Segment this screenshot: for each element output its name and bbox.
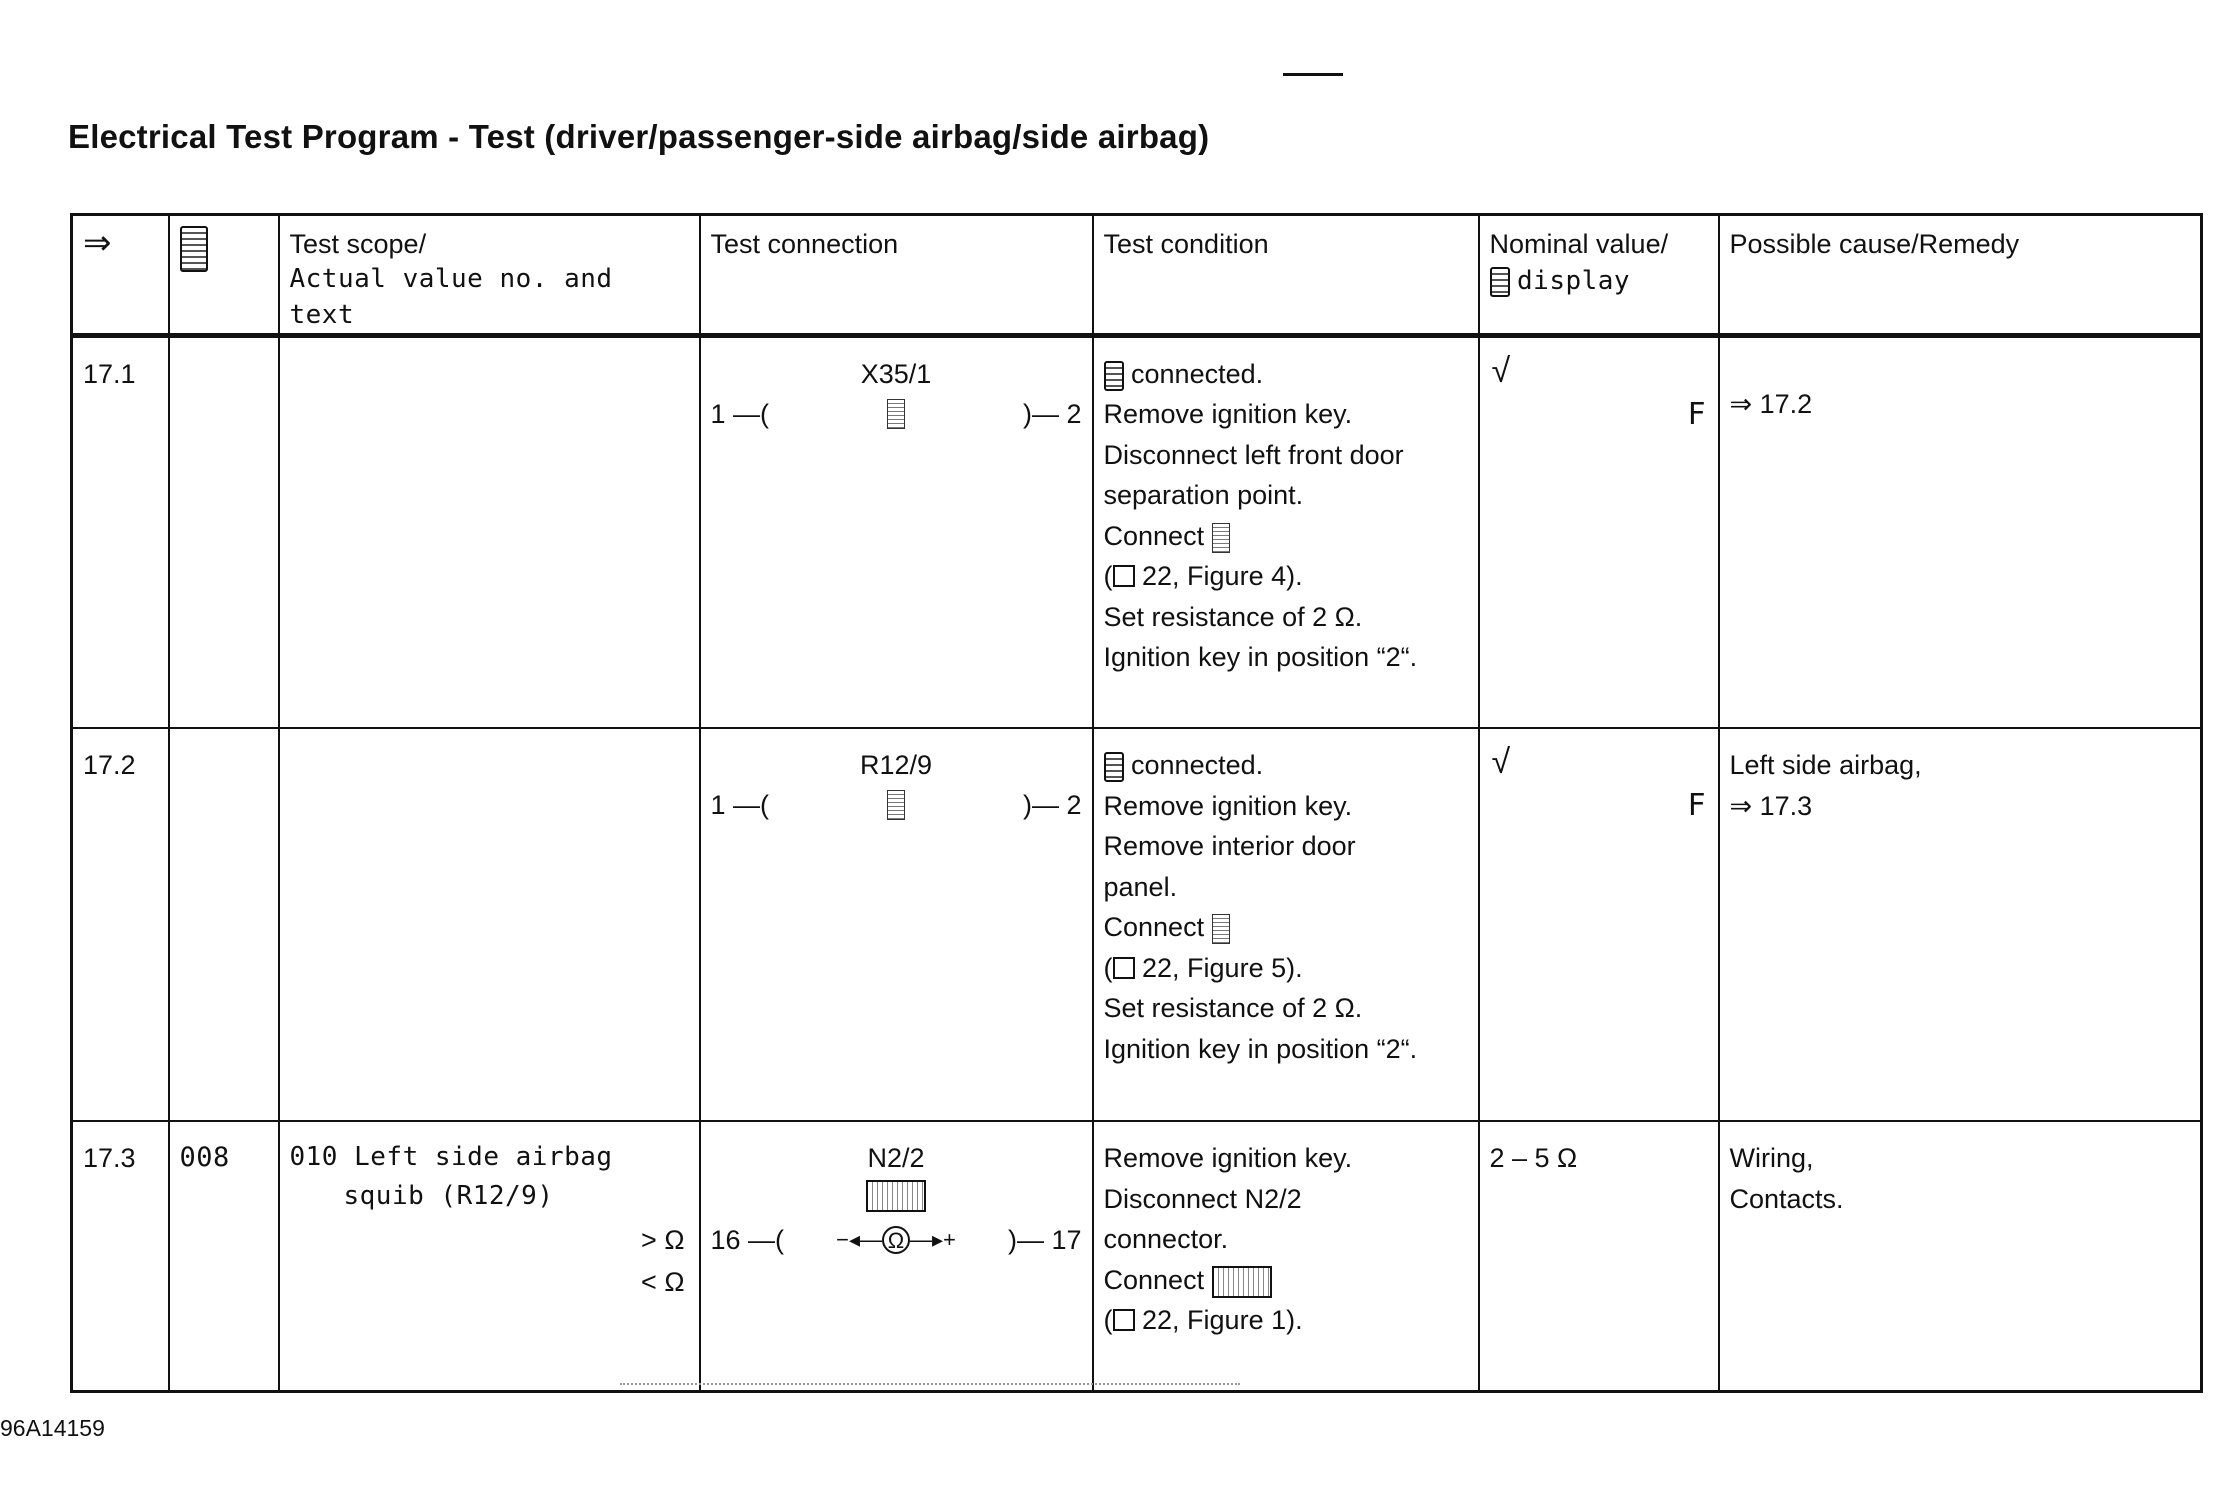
connection-right-pin: )— 17 — [1007, 1225, 1082, 1256]
header-nominal-line2: display — [1517, 266, 1631, 297]
condition-line: Set resistance of 2 Ω. — [1103, 601, 1363, 632]
header-scope-line1: Test scope/ — [289, 229, 427, 259]
code-cell: 008 — [169, 1121, 279, 1391]
step-cell: 17.1 — [72, 335, 169, 728]
remedy-line: ⇒ 17.3 — [1729, 790, 1813, 821]
header-scope-line2: Actual value no. and text — [289, 264, 613, 330]
remedy-line: Left side airbag, — [1729, 750, 1922, 781]
condition-line: Ignition key in position “2“. — [1103, 642, 1418, 673]
connection-left-pin: 1 —( — [710, 398, 770, 429]
condition-line: panel. — [1103, 871, 1178, 902]
header-nominal — [1479, 215, 1719, 336]
resistor-box-icon — [1212, 914, 1230, 944]
condition-line: separation point. — [1103, 480, 1304, 511]
scope-line1: 010 Left side airbag — [289, 1142, 613, 1173]
test-table — [70, 213, 2203, 1393]
condition-line: Connect — [1104, 516, 1468, 557]
header-remedy: Possible cause/Remedy — [1719, 215, 2202, 336]
step-cell: 17.2 — [72, 728, 169, 1121]
condition-line: ( 22, Figure 4). — [1103, 561, 1303, 592]
remedy-line: Wiring, — [1729, 1143, 1814, 1174]
condition-line: Connect — [1104, 907, 1468, 948]
connection-label: N2/2 — [867, 1143, 925, 1174]
nominal-cell — [1479, 728, 1719, 1121]
remedy-cell — [1719, 335, 2202, 728]
condition-line: Remove ignition key. — [1103, 790, 1353, 821]
header-connection: Test connection — [700, 215, 1093, 336]
connector-block-icon — [866, 1180, 926, 1212]
header-step — [72, 215, 169, 336]
condition-cell — [1093, 335, 1479, 728]
page-title: Electrical Test Program - Test (driver/passenger-side airbag/side airbag) — [68, 118, 1210, 155]
condition-line: connected. — [1104, 745, 1468, 786]
connection-diagram — [711, 354, 1082, 444]
nominal-cell — [1479, 335, 1719, 728]
connection-label: R12/9 — [859, 750, 933, 781]
check-mark-icon: √ — [1491, 351, 1511, 390]
resistor-box-icon — [887, 399, 905, 429]
scope-block — [290, 1138, 689, 1338]
condition-line: Remove ignition key. — [1103, 399, 1353, 430]
connection-cell — [700, 335, 1093, 728]
condition-line: Disconnect N2/2 — [1103, 1183, 1302, 1214]
condition-cell — [1093, 1121, 1479, 1391]
connector-block-wrap — [711, 1174, 1082, 1215]
connector-block-icon — [1212, 1266, 1272, 1298]
condition-line: ( 22, Figure 1). — [1103, 1305, 1303, 1336]
connection-cell — [700, 1121, 1093, 1391]
reference-book-icon — [1113, 957, 1135, 979]
reference-book-icon — [1113, 1309, 1135, 1331]
connection-left-pin: 1 —( — [710, 790, 770, 821]
connection-left-pin: 16 —( — [710, 1225, 785, 1256]
condition-cell — [1093, 728, 1479, 1121]
connection-cell — [700, 728, 1093, 1121]
remedy-line: ⇒ 17.2 — [1729, 388, 1813, 419]
fault-display: F — [1687, 396, 1706, 432]
condition-line: Connect — [1104, 1260, 1468, 1301]
scope-cell — [279, 335, 700, 728]
connection-right-pin: )— 2 — [1022, 398, 1082, 429]
condition-line: Set resistance of 2 Ω. — [1103, 993, 1363, 1024]
condition-line: Disconnect left front door — [1103, 439, 1404, 470]
condition-line: Ignition key in position “2“. — [1103, 1033, 1418, 1064]
code-cell — [169, 335, 279, 728]
reference-book-icon — [1113, 565, 1135, 587]
nominal-display — [1490, 351, 1708, 434]
tester-icon — [180, 226, 208, 272]
step-cell: 17.3 — [72, 1121, 169, 1391]
header-nominal-line2-wrap — [1490, 262, 1708, 299]
resistor-box-icon — [1212, 523, 1230, 553]
less-than-ohm: < Ω — [641, 1267, 685, 1298]
nominal-display — [1490, 745, 1708, 825]
greater-than-ohm: > Ω — [641, 1225, 685, 1256]
header-row — [72, 215, 2202, 336]
resistor-box-icon — [887, 790, 905, 820]
remedy-line: Contacts. — [1729, 1183, 1844, 1214]
tester-icon — [1104, 752, 1124, 782]
table-row — [72, 728, 2202, 1121]
condition-line: Remove interior door — [1103, 831, 1356, 862]
nominal-cell: 2 – 5 Ω — [1479, 1121, 1719, 1391]
header-tester — [169, 215, 279, 336]
step-arrow-icon: ⇒ — [83, 224, 112, 262]
scan-artifact-line — [620, 1383, 1240, 1385]
fault-display: F — [1687, 788, 1706, 824]
table-row — [72, 1121, 2202, 1391]
top-rule — [1283, 73, 1343, 76]
tester-icon — [1490, 267, 1510, 297]
scope-line2: squib (R12/9) — [343, 1181, 554, 1212]
condition-line: connected. — [1104, 354, 1468, 395]
remedy-cell — [1719, 728, 2202, 1121]
connection-label: X35/1 — [860, 358, 932, 389]
connection-diagram — [711, 745, 1082, 835]
table-row — [72, 335, 2202, 728]
connection-right-pin: )— 2 — [1022, 790, 1082, 821]
ohmmeter-icon: − ◂— Ω —▸ + — [836, 1227, 956, 1253]
condition-line: ( 22, Figure 5). — [1103, 952, 1303, 983]
scope-cell — [279, 728, 700, 1121]
remedy-cell — [1719, 1121, 2202, 1391]
check-mark-icon: √ — [1491, 743, 1511, 782]
header-condition: Test condition — [1093, 215, 1479, 336]
scope-cell — [279, 1121, 700, 1391]
header-scope — [279, 215, 700, 336]
tester-icon — [1104, 361, 1124, 391]
condition-line: Remove ignition key. — [1103, 1143, 1353, 1174]
code-cell — [169, 728, 279, 1121]
connection-diagram — [710, 1138, 1082, 1256]
figure-id: 96A14159 — [0, 1415, 105, 1441]
condition-line: connector. — [1103, 1224, 1229, 1255]
header-nominal-line1: Nominal value/ — [1489, 229, 1669, 259]
